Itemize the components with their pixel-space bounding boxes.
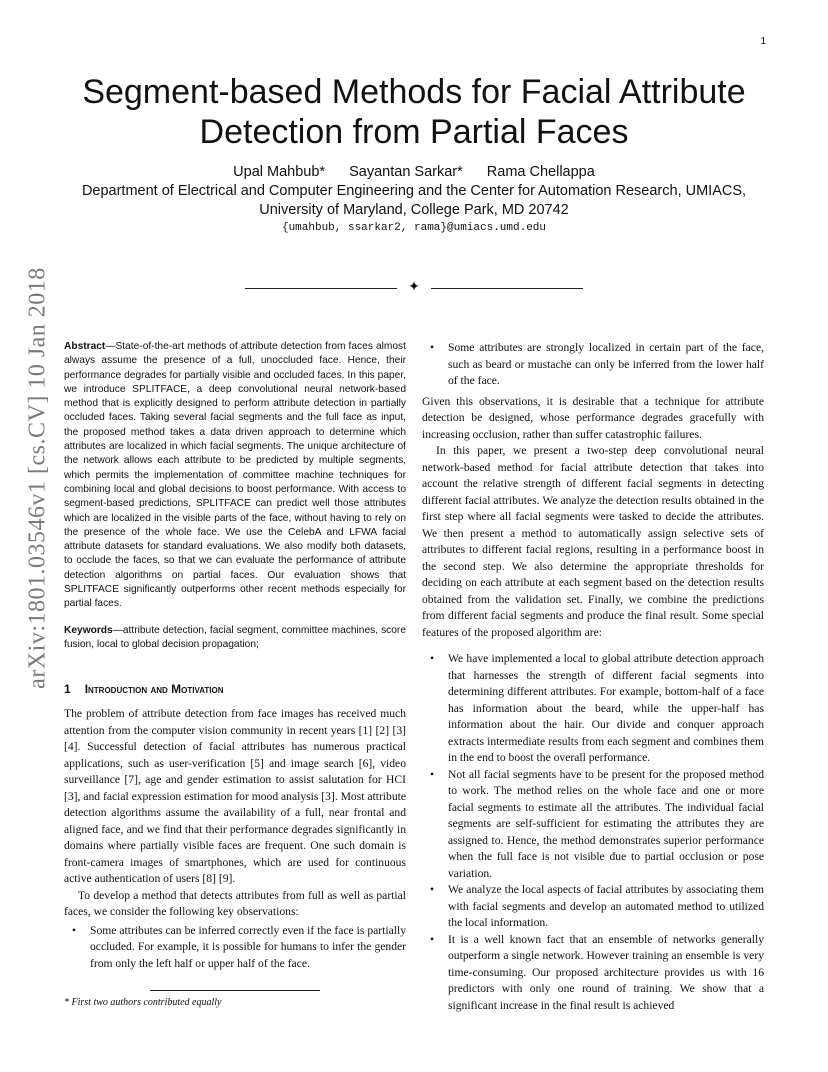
author-emails: {umahbub, ssarkar2, rama}@umiacs.umd.edu bbox=[281, 222, 547, 234]
keywords-label: Keywords bbox=[64, 624, 113, 636]
abstract-text: —State-of-the-art methods of attribute detection from faces almost always assume the presence of a full, unoccluded face. Hence, their performance degrades for partially visible and occluded faces. In this paper, we introduce SPLITFACE, a deep convolutional neural network-based method that is explicitly designed to perform attribute detection in partially occluded faces. Taking several facial segments and the full face as input, the proposed method takes a data driven approach to determine which attributes are localized in which facial segments. The unique architecture of the network allows each attribute to be predicted by multiple segments, which permits the implementation of committee machine techniques for combining local and global decisions to boost performance. With access to segment-based predictions, SPLITFACE can predict well those attributes which are localized in the visible parts of the face, without having to rely on the presence of the whole face. We use the CelebA and LFWA facial attribute datasets for standard evaluations. We also modify both datasets, to occlude the faces, so that we can evaluate the performance of attribute detection algorithms on partial faces. Our evaluation shows that SPLITFACE significantly outperforms other recent methods especially for partial faces. bbox=[64, 341, 406, 610]
keywords bbox=[64, 624, 406, 653]
list-item: • It is a well known fact that an ensemble of networks generally outperform a single network. However training an ensemble is very time-consuming. Our proposed architecture provides us with 16 predictors with only one round of training. We show that a significant increase in the final result is achieved bbox=[440, 932, 764, 1015]
observations-list bbox=[64, 923, 406, 973]
page-number: 1 bbox=[760, 36, 766, 47]
intro-paragraph: Given this observations, it is desirable that a technique for attribute detection be designed, whose performance degrades gracefully with increasing occlusion, rather than suffer catastrophic failures. bbox=[422, 394, 764, 441]
observations-list-continued bbox=[422, 340, 764, 390]
abstract-label: Abstract bbox=[64, 341, 106, 352]
section-divider bbox=[245, 281, 583, 295]
author-name: Sayantan Sarkar* bbox=[349, 164, 463, 180]
list-item: • We have implemented a local to global attribute detection approach that harnesses the strength of different facial segments into determining different attributes. For example, bottom-half of a face has information about the beard, while the upper-half has information about the hair. Our divide and conquer approach extracts intermediate results from each segment and combines them in the end to boost the overall performance. bbox=[440, 651, 764, 767]
arxiv-identifier: arXiv:1801.03546v1 [cs.CV] 10 Jan 2018 bbox=[24, 267, 51, 689]
abstract bbox=[64, 340, 406, 612]
paper-title: Segment-based Methods for Facial Attribute Detection from Partial Faces bbox=[82, 73, 746, 151]
section-title: Introduction and Motivation bbox=[84, 682, 224, 697]
author-name: Rama Chellappa bbox=[486, 164, 595, 180]
list-item: • Not all facial segments have to be present for the proposed method to work. The method relies on the whole face and one or more facial segments to estimate all the attributes. The individual facial segments are self-sufficient for estimating the attributes they are assigned to. Hence, the method demonstrates superior performance when the full face is not visible due to partial occlusion or pose variation. bbox=[440, 767, 764, 883]
intro-paragraph: In this paper, we present a two-step deep convolutional neural network-based method for facial attribute detection that takes into account the relative strength of different facial segments in detecting different facial attributes. We analyze the detection results obtained in the first step where all facial segments were tasked to decide the attributes. We then present a method to automatically assign selective sets of attributes to different facial regions, resulting in a performance boost in the second step. We also determine the appropriate thresholds for deciding on each attribute at each segment based on the detection results obtained from the validation set. Finally, we combine the predictions from different facial segments and produce the final result. Some special features of the proposed algorithm are: bbox=[422, 444, 764, 639]
list-item: • We analyze the local aspects of facial attributes by associating them with facial segments and develop an automated method to utilized the local information. bbox=[440, 882, 764, 932]
author-list bbox=[60, 164, 768, 180]
list-item: • Some attributes are strongly localized in certain part of the face, such as beard or mustache can only be inferred from the lower half of the face. bbox=[440, 340, 764, 390]
divider-ornament-icon: ✦ bbox=[408, 279, 420, 295]
divider-line-left bbox=[245, 288, 397, 289]
section-heading bbox=[64, 682, 406, 696]
left-column bbox=[64, 340, 406, 976]
intro-paragraph: The problem of attribute detection from face images has received much attention from the computer vision community in recent years [1] [2] [3] [4]. Successful detection of facial attributes has numerous practical applications, such as user-verification [5] and image search [6], video surveillance [7], age and gender estimation to assist salutation for HCI [3], and facial expression estimation for mood analysis [3]. Most attribute detection algorithms assume the availability of a full, near frontal and aligned face, and we find that their performance degrades significantly in domains where partially visible faces are frequent. One such domain is front-camera images of smartphones, which are used for continuous active authentication of users [8] [9]. bbox=[64, 707, 406, 886]
section-number: 1 bbox=[64, 682, 71, 697]
right-column bbox=[422, 340, 764, 1018]
features-list bbox=[422, 651, 764, 1014]
keywords-text: —attribute detection, facial segment, committee machines, score fusion, local to global decision propagation; bbox=[64, 624, 406, 650]
divider-line-right bbox=[431, 288, 583, 289]
intro-paragraph: To develop a method that detects attributes from full as well as partial faces, we consider the following key observations: bbox=[64, 888, 406, 919]
footnote: * First two authors contributed equally bbox=[64, 997, 222, 1008]
author-name: Upal Mahbub* bbox=[233, 164, 326, 180]
affiliation: Department of Electrical and Computer Engineering and the Center for Automation Research, UMIACS, University of Maryland, College Park, MD 20742 bbox=[81, 183, 747, 218]
footnote-rule bbox=[150, 990, 320, 991]
list-item: • Some attributes can be inferred correctly even if the face is partially occluded. For example, it is possible for humans to infer the gender from only the left half or upper half of the face. bbox=[82, 923, 406, 973]
